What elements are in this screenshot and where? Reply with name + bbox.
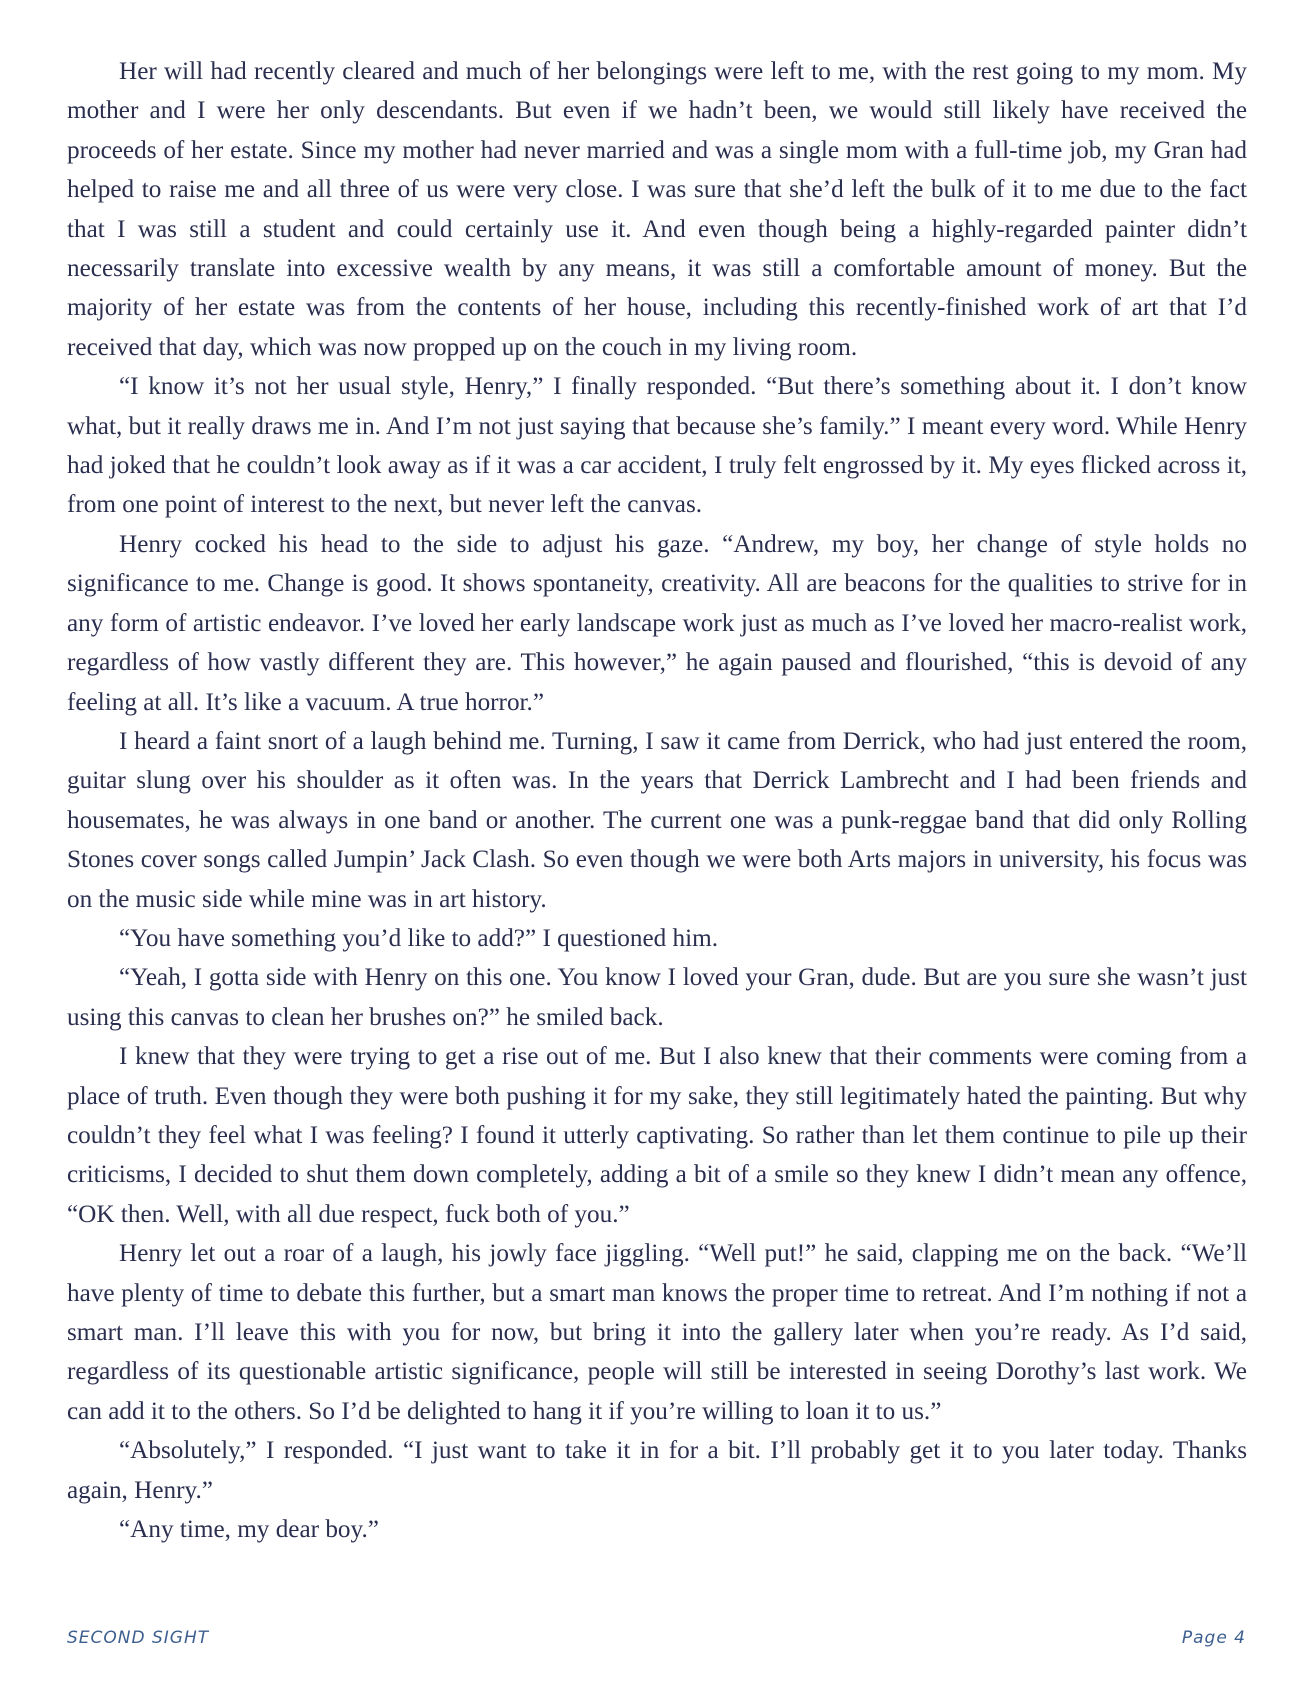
paragraph: Henry let out a roar of a laugh, his jowly face jiggling. “Well put!” he said, clapping me on the back. “We’ll have plenty of time to debate this further, but a smart man knows the proper time to retreat. And I’m nothing if not a smart man. I’ll leave this with you for now, but bring it into the gallery later when you’re ready. As I’d said, regardless of its questionable artistic significance, people will still be interested in seeing Dorothy’s last work. We can add it to the others. So I’d be delighted to hang it if you’re willing to loan it to us.” (67, 1240, 1247, 1425)
paragraph: I knew that they were trying to get a rise out of me. But I also knew that their comments were coming from a place of truth. Even though they were both pushing it for my sake, they still legitimately hated the painting. But why couldn’t they feel what I was feeling? I found it utterly captivating. So rather than let them continue to pile up their criticisms, I decided to shut them down completely, adding a bit of a smile so they knew I didn’t mean any offence, “OK then. Well, with all due respect, fuck both of you.” (67, 1043, 1247, 1228)
paragraph: Her will had recently cleared and much of her belongings were left to me, with the rest going to my mom. My mother and I were her only descendants. But even if we hadn’t been, we would still likely have received the proceeds of her estate. Since my mother had never married and was a single mom with a full-time job, my Gran had helped to raise me and all three of us were very close. I was sure that she’d left the bulk of it to me due to the fact that I was still a student and could certainly use it. And even though being a highly-regarded painter didn’t necessarily translate into excessive wealth by any means, it was still a comfortable amount of money. But the majority of her estate was from the contents of her house, including this recently-finished work of art that I’d received that day, which was now propped up on the couch in my living room. (67, 58, 1247, 361)
paragraph: “I know it’s not her usual style, Henry,” I finally responded. “But there’s something about it. I don’t know what, but it really draws me in. And I’m not just saying that because she’s family.” I meant every word. While Henry had joked that he couldn’t look away as if it was a car accident, I truly felt engrossed by it. My eyes flicked across it, from one point of interest to the next, but never left the canvas. (67, 373, 1247, 519)
footer-page-number: Page 4 (1181, 1628, 1246, 1648)
paragraph: “You have something you’d like to add?” I questioned him. (119, 924, 719, 952)
body-text (67, 52, 1247, 1549)
paragraph: I heard a faint snort of a laugh behind me. Turning, I saw it came from Derrick, who had just entered the room, guitar slung over his shoulder as it often was. In the years that Derrick Lambrecht and I had been friends and housemates, he was always in one band or another. The current one was a punk-reggae band that did only Rolling Stones cover songs called Jumpin’ Jack Clash. So even though we were both Arts majors in university, his focus was on the music side while mine was in art history. (67, 727, 1247, 913)
paragraph: “Yeah, I gotta side with Henry on this one. You know I loved your Gran, dude. But are you sure she wasn’t just using this canvas to clean her brushes on?” he smiled back. (67, 964, 1247, 1031)
footer-book-title: SECOND SIGHT (67, 1628, 210, 1648)
paragraph: “Any time, my dear boy.” (119, 1516, 379, 1544)
paragraph: Henry cocked his head to the side to adjust his gaze. “Andrew, my boy, her change of style holds no significance to me. Change is good. It shows spontaneity, creativity. All are beacons for the qualities to strive for in any form of artistic endeavor. I’ve loved her early landscape work just as much as I’ve loved her macro-realist work, regardless of how vastly different they are. This however,” he again paused and flourished, “this is devoid of any feeling at all. It’s like a vacuum. A true horror.” (67, 530, 1247, 716)
paragraph: “Absolutely,” I responded. “I just want to take it in for a bit. I’ll probably get it to you later today. Thanks again, Henry.” (67, 1437, 1247, 1504)
